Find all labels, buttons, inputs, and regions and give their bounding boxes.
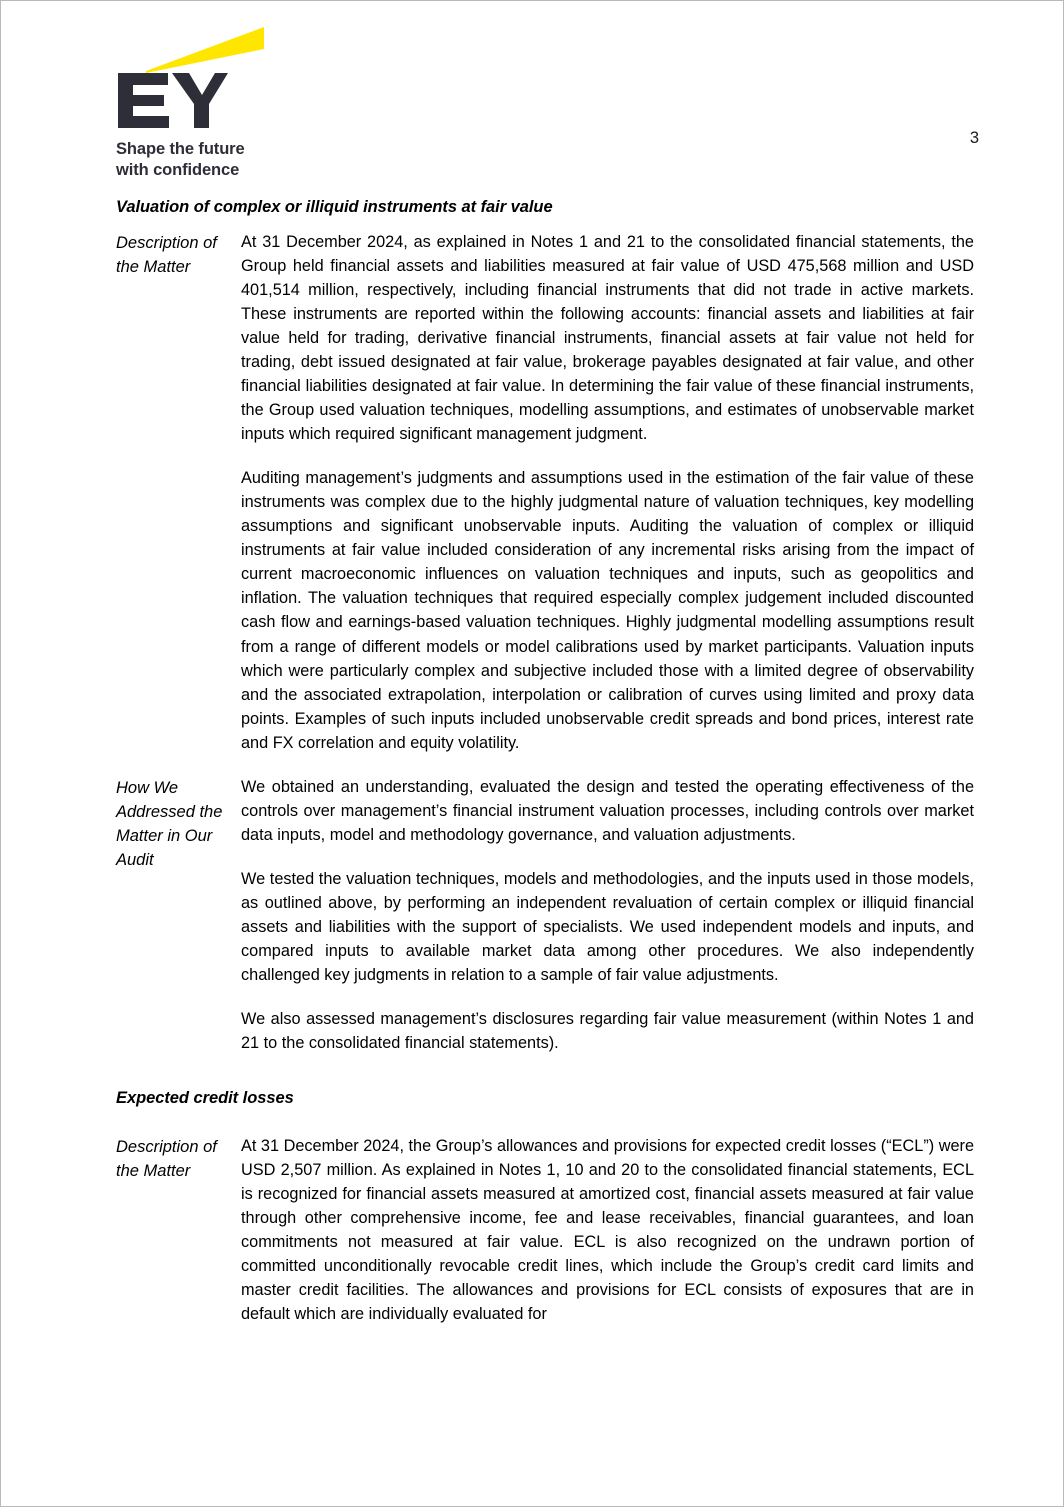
matter-label-line: the Matter — [116, 258, 191, 277]
matter-label-audit-response — [116, 775, 241, 873]
page-number: 3 — [969, 129, 979, 147]
matter-body-audit-response — [241, 775, 974, 1055]
spacer — [1, 755, 1063, 775]
spacer — [1, 217, 1063, 230]
ey-tagline-line2: with confidence — [116, 161, 240, 180]
spacer — [1, 1108, 1063, 1134]
matter-label-description — [116, 230, 241, 280]
paragraph: Auditing management’s judgments and assumptions used in the estimation of the fair value of these instruments was complex due to the highly judgmental nature of valuation techniques, key modelling assumptions and significant unobservable inputs. Auditing the valuation of complex or illiquid instruments at fair value included consideration of any incremental risks arising from the impact of current macroeconomic influences on valuation techniques and inputs, such as geopolitics and inflation. The valuation techniques that required especially complex judgement included discounted cash flow and earnings-based valuation techniques. Highly judgmental modelling assumptions result from a range of different models or model calibrations used by market participants. Valuation inputs which were particularly complex and subjective included those with a limited degree of observability and the associated extrapolation, interpolation or calibration of curves using limited and proxy data points. Examples of such inputs included unobservable credit spreads and bond prices, interest rate and FX correlation and equity volatility. — [241, 469, 974, 752]
matter-label-line: Description of — [116, 1137, 217, 1156]
section-heading-ecl: Expected credit losses — [116, 1088, 294, 1107]
paragraph: We tested the valuation techniques, models and methodologies, and the inputs used in those models, as outlined above, by performing an independent revaluation of certain complex or illiquid financial assets and liabilities with the support of specialists. We used independent models and inputs, and compared inputs to available market data among other procedures. We also independently challenged key judgments in relation to a sample of fair value adjustments. — [241, 869, 974, 984]
paragraph: We also assessed management’s disclosures regarding fair value measurement (within Notes 1 and 21 to the consolidated financial statements). — [241, 1009, 974, 1052]
matter-label-line: Audit — [116, 851, 154, 870]
page-content — [1, 191, 1063, 1326]
ecl-block-description — [116, 1134, 974, 1326]
matter-label-line: Description of — [116, 234, 217, 252]
section-heading-valuation: Valuation of complex or illiquid instruments at fair value — [116, 198, 553, 216]
spacer — [1, 1055, 1063, 1089]
ey-tagline-line1: Shape the future — [116, 140, 245, 158]
matter-block-description — [116, 230, 974, 755]
paragraph: We obtained an understanding, evaluated the design and tested the operating effectiveness of the controls over management’s financial instrument valuation processes, including controls over market data inputs, model and methodology governance, and valuation adjustments. — [241, 777, 974, 844]
ey-logo — [116, 27, 376, 181]
ey-swoosh-icon — [146, 27, 264, 73]
matter-label-line: Matter in Our — [116, 827, 213, 846]
matter-block-audit-response — [116, 775, 974, 1055]
paragraph: At 31 December 2024, the Group’s allowances and provisions for expected credit losses (“ECL”) were USD 2,507 million. As explained in Notes 1, 10 and 20 to the consolidated financial statements, ECL is recognized for financial assets measured at amortized cost, financial assets measured at fair value through other comprehensive income, fee and lease receivables, financial guarantees, and loan commitments not measured at fair value. ECL is also recognized on the undrawn portion of committed unconditionally revocable credit lines, which include the Group’s credit card limits and master credit facilities. The allowances and provisions for ECL consists of exposures that are in default which are individually evaluated for — [241, 1136, 974, 1324]
matter-label-line: How We — [116, 778, 179, 797]
ey-wordmark-icon — [116, 71, 228, 129]
ey-tagline — [116, 139, 376, 181]
matter-label-line: Addressed the — [116, 802, 223, 821]
page-header — [1, 1, 1063, 191]
ecl-body-description — [241, 1134, 974, 1326]
matter-label-line: the Matter — [116, 1162, 191, 1181]
ecl-label-description — [116, 1134, 241, 1184]
matter-body-description — [241, 230, 974, 755]
paragraph: At 31 December 2024, as explained in Notes 1 and 21 to the consolidated financial statements, the Group held financial assets and liabilities measured at fair value of USD 475,568 million and USD 401,514 million, respectively, including financial instruments that did not trade in active markets. These instruments are reported within the following accounts: financial assets and liabilities at fair value held for trading, derivative financial instruments, financial assets at fair value not held for trading, debt issued designated at fair value, brokerage payables designated at fair value, and other financial liabilities designated at fair value. In determining the fair value of these financial instruments, the Group used valuation techniques, modelling assumptions, and estimates of unobservable market inputs which required significant management judgment. — [241, 233, 974, 444]
